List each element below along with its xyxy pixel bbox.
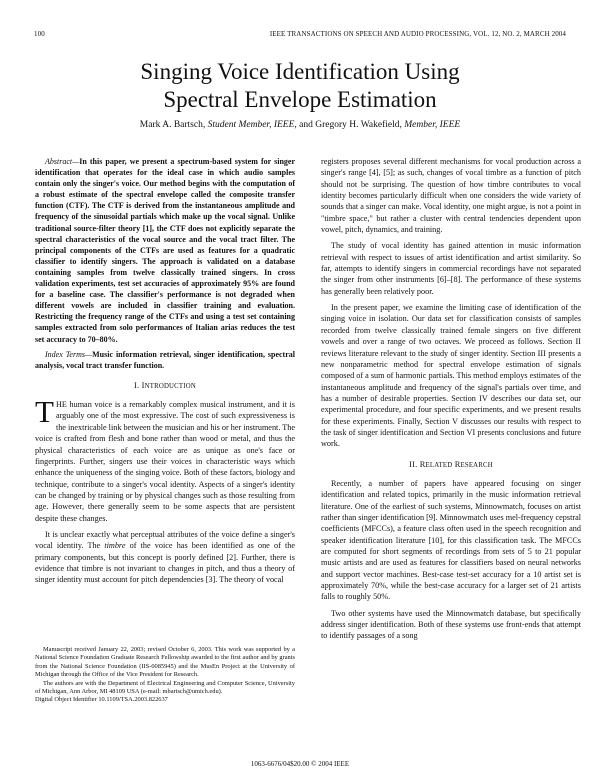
- section-2-title-rest-1: ELATED: [425, 461, 453, 469]
- drop-cap: T: [35, 394, 54, 430]
- page-number: 100: [34, 30, 45, 38]
- index-terms: [35, 349, 295, 371]
- section-1-title-rest: NTRODUCTION: [144, 382, 196, 390]
- section-2-heading: [321, 459, 581, 471]
- intro-paragraph-5: In the present paper, we examine the limiting case of identification of the singing voice in isolation. Our data set for classification consists of samples recorded from twelve classically trained female singers on five different vowels and over a range of two octaves. We proceed as follows. Section II reviews literature relevant to the study of singer identity. Section III presents a new nonparametric method for spectral envelope estimation of signals composed of a sum of harmonic partials. This method employs estimates of the instantaneous amplitude and frequency of the signal's partials over time, and has a number of desirable properties. Section IV describes our data set, our experimental procedure, and four specific experiments, and we present results for these experiments. Finally, Section V discusses our results with respect to the task of singer identification and Section VI presents conclusions and future work.: [321, 303, 581, 449]
- title-line-1: Singing Voice Identification Using: [140, 59, 460, 84]
- section-2-title-initial-2: R: [454, 459, 461, 469]
- footnote-affiliation: The authors are with the Department of Electrical Engineering and Computer Science, University of Michigan, Ann Arbor, MI 48109 USA (e-mail: mbartsch@umich.edu).: [35, 679, 295, 696]
- author-conjunction: and: [299, 120, 313, 130]
- running-header: [34, 30, 566, 38]
- abstract: [35, 156, 295, 345]
- intro-paragraph-2: [35, 529, 295, 586]
- author-2-name: Gregory H. Wakefield,: [315, 120, 402, 130]
- abstract-text: In this paper, we present a spectrum-based system for singer identification that operates for the ideal case in which audio samples contain only the singer's voice. Our method begins with the computation of a robust estimate of the spectral envelope called the composite transfer function (CTF). The CTF is derived from the instantaneous amplitude and frequency of the sinusoidal partials which make up the vocal signal. Unlike traditional source-filter theory [1], the CTF does not explicitly separate the spectral characteristics of the vocal source and the vocal tract filter. The principal components of the CTFs are used as features for a quadratic classifier to identify singers. The approach is validated on a database containing samples from twelve classically trained singers. In cross validation experiments, test set accuracies of approximately 95% are found for a baseline case. The classifier's performance is not degraded when different vowels are included in classifier training and evaluation. Restricting the frequency range of the CTFs and using a test set containing samples extracted from solo performances of Italian arias reduces the test set accuracy to 70–80%.: [35, 157, 295, 344]
- intro-paragraph-1-text: HE human voice is a remarkably complex musical instrument, and it is arguably one of the most expressive. The cost of such expressiveness is the inextricable link between the musician and his or her instrument. The voice is crafted from flesh and bone rather than wood or metal, and thus the physical characteristics of each voice are as unique as one's face or fingerprints. Further, singers use their voices in characteristic ways which enhance the uniqueness of the singing voice. Both of these factors, biology and technique, contribute to a singer's vocal identity. Aspects of a singer's identity can be changed by training or by physical changes such as those resulting from age. However, there generally seem to be some aspects that are persistent despite these changes.: [35, 400, 295, 523]
- first-page-footnote: [35, 646, 295, 705]
- timbre-emphasis: timbre: [104, 541, 126, 551]
- abstract-label: Abstract—: [45, 157, 80, 166]
- copyright-footer: 1063-6676/04$20.00 © 2004 IEEE: [250, 760, 350, 768]
- section-2-title-initial-1: R: [419, 459, 426, 469]
- section-2-numeral: II.: [409, 459, 418, 469]
- section-1-title-initial: I: [141, 380, 145, 390]
- author-1-role: Student Member, IEEE,: [207, 120, 297, 130]
- author-2-role: Member, IEEE: [404, 120, 461, 130]
- footnote-received: Manuscript received January 22, 2003; revised October 6, 2003. This work was supported by a National Science Foundation Graduate Research Fellowship awarded to the first author and by grants from the National Science Foundation (IIS-0085945) and the MusEn Project at the University of Michigan through the Office of the Vice President for Research.: [35, 646, 295, 679]
- intro-paragraph-3: registers proposes several different mechanisms for vocal production across a singer's range [4], [5]; as such, changes of vocal timbre as a function of pitch should not be surprising. The question of how timbre contributes to vocal identity becomes particularly difficult when one considers the wide variety of sounds that a singer can make. Vocal identity, one might argue, is not a point in "timbre space," but rather a cluster with central tendencies dependent upon vowel, pitch, dynamics, and training.: [321, 157, 581, 235]
- section-2-title-rest-2: ESEARCH: [460, 461, 493, 469]
- left-column: [35, 156, 295, 591]
- right-column: [321, 156, 581, 647]
- footnote-doi: Digital Object Identifier 10.1109/TSA.2003.822637: [35, 696, 168, 704]
- author-line: [0, 120, 600, 130]
- related-paragraph-1: Recently, a number of papers have appeared focusing on singer identification and related topics, primarily in the music information retrieval literature. One of the earliest of such systems, Minnowmatch, focuses on artist rather than singer identification [9]. Minnowmatch uses mel-frequency cepstral coefficients (MFCCs), a feature class often used in the speech recognition and speaker identification literature [10], for this classification task. The MFCCs are computed for short segments of recordings from sets of 5 to 21 popular music artists and are used as features for classifiers based on neural networks and support vector machines. Best-case test-set accuracy for a 10 artist set is approximately 70%, while the best-case accuracy for a larger set of 21 artists falls to roughly 50%.: [321, 478, 581, 602]
- paper-title: [0, 58, 600, 114]
- intro-paragraph-4: The study of vocal identity has gained attention in music information retrieval with respect to issues of artist identification and artist similarity. So far, attempts to identify singers in commercial recordings have not separated the singer from other instruments [6]–[8]. The performance of these systems has generally been relatively poor.: [321, 241, 581, 296]
- journal-name: IEEE TRANSACTIONS ON SPEECH AND AUDIO PROCESSING, VOL. 12, NO. 2, MARCH 2004: [269, 30, 566, 38]
- related-paragraph-2: Two other systems have used the Minnowmatch database, but specifically address singer identification. Both of these systems use front-ends that attempt to identify passages of a song: [321, 608, 581, 641]
- section-1-numeral: I.: [134, 380, 140, 390]
- intro-paragraph-2-text-a: It is unclear exactly what perceptual attributes of the voice define a singer's vocal identity. The: [35, 529, 295, 551]
- title-line-2: Spectral Envelope Estimation: [163, 87, 437, 112]
- intro-paragraph-1: [35, 394, 295, 524]
- author-1-name: Mark A. Bartsch,: [139, 120, 206, 130]
- section-1-heading: [35, 380, 295, 392]
- intro-paragraph-2-text-b: of the voice has been identified as one of the primary components, but this concept is poorly defined [2]. Further, there is evidence that timbre is not invariant to changes in pitch, and thus a theory of singer identity must account for pitch dependencies [3]. The theory of vocal: [35, 541, 295, 585]
- index-terms-label: Index Terms—: [45, 349, 93, 359]
- index-terms-text: Music information retrieval, singer identification, spectral analysis, vocal tract transfer function.: [35, 349, 295, 370]
